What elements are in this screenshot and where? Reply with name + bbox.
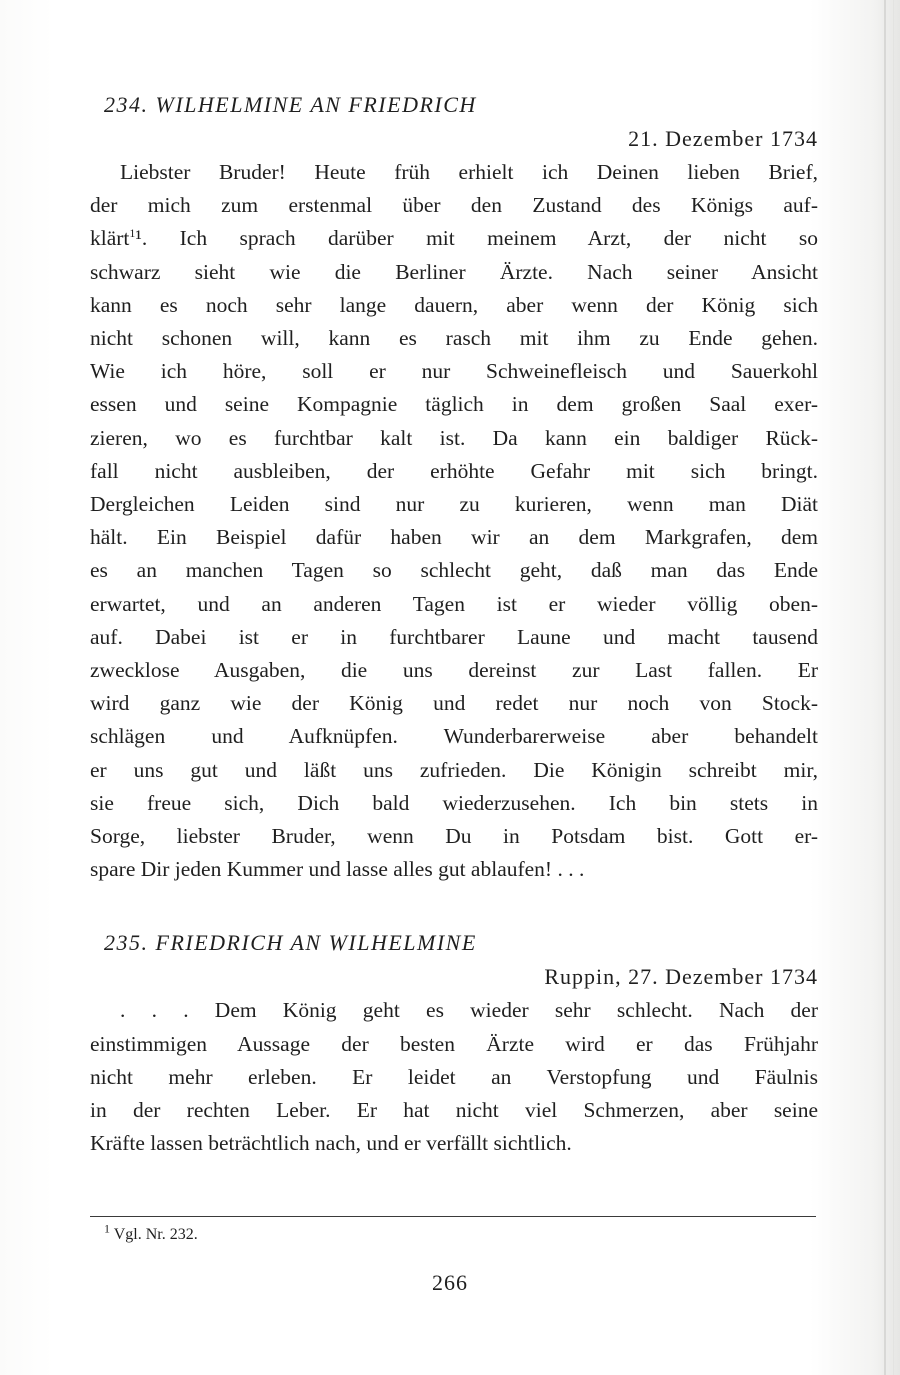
text-line: auf. Dabei ist er in furchtbarer Laune und macht tausend <box>90 624 818 649</box>
text-line: fall nicht ausbleiben, der erhöhte Gefahr mit sich bringt. <box>90 458 818 483</box>
footnote-reference: 1 <box>129 226 136 241</box>
text-fragment: klärt <box>90 226 130 251</box>
text-line: Dergleichen Leiden sind nur zu kurieren, wenn man Diät <box>90 492 818 517</box>
text-line: nicht schonen will, kann es rasch mit ihm zu Ende gehen. <box>90 326 818 351</box>
footnote-marker: 1 <box>104 1221 110 1236</box>
page-edge-shadow <box>884 0 886 1375</box>
footnote-divider <box>90 1216 816 1217</box>
letter-234-date: 21. Dezember 1734 <box>628 126 818 151</box>
text-line: kann es noch sehr lange dauern, aber wenn der König sich <box>90 292 818 317</box>
footnote-text: Vgl. Nr. 232. <box>113 1226 198 1243</box>
letter-234-body <box>90 156 818 886</box>
text-line: zieren, wo es furchtbar kalt ist. Da kann ein baldiger Rück- <box>90 425 818 450</box>
text-line: sie freue sich, Dich bald wiederzusehen. Ich bin stets in <box>90 790 818 815</box>
text-line: Sorge, liebster Bruder, wenn Du in Potsdam bist. Gott er- <box>90 824 818 849</box>
letter-234-heading: 234. WILHELMINE AN FRIEDRICH <box>104 92 477 117</box>
text-line: essen und seine Kompagnie täglich in dem großen Saal exer- <box>90 392 818 417</box>
text-line: es an manchen Tagen so schlecht geht, daß man das Ende <box>90 558 818 583</box>
text-line: erwartet, und an anderen Tagen ist er wieder völlig oben- <box>90 591 818 616</box>
page-edge-shadow-outer <box>893 0 894 1375</box>
text-line: wird ganz wie der König und redet nur noch von Stock- <box>90 691 818 716</box>
text-line: einstimmigen Aussage der besten Ärzte wird er das Frühjahr <box>90 1031 818 1056</box>
text-line: schwarz sieht wie die Berliner Ärzte. Nach seiner Ansicht <box>90 259 818 284</box>
text-line: der mich zum erstenmal über den Zustand des Königs auf- <box>90 193 818 218</box>
page-content <box>90 88 818 1160</box>
text-line <box>90 222 818 255</box>
text-line: spare Dir jeden Kummer und lasse alles gut ablaufen! . . . <box>90 857 585 882</box>
text-line: . . . Dem König geht es wieder sehr schlecht. Nach der <box>120 998 818 1023</box>
text-line: in der rechten Leber. Er hat nicht viel Schmerzen, aber seine <box>90 1098 818 1123</box>
section-gap <box>90 886 818 926</box>
text-line: hält. Ein Beispiel dafür haben wir an dem Markgrafen, dem <box>90 525 818 550</box>
text-line: Liebster Bruder! Heute früh erhielt ich Deinen lieben Brief, <box>120 160 818 184</box>
text-line: er uns gut und läßt uns zufrieden. Die Königin schreibt mir, <box>90 757 818 782</box>
text-fragment: ¹. Ich sprach darüber mit meinem Arzt, der nicht so <box>135 226 818 251</box>
letter-235-date: Ruppin, 27. Dezember 1734 <box>544 964 818 990</box>
text-line: Kräfte lassen beträchtlich nach, und er verfällt sichtlich. <box>90 1131 572 1156</box>
letter-235-heading: 235. FRIEDRICH AN WILHELMINE <box>104 930 477 956</box>
letter-235-body <box>90 994 818 1160</box>
text-line: schlägen und Aufknüpfen. Wunderbarerweise aber behandelt <box>90 724 818 749</box>
text-line: zwecklose Ausgaben, die uns dereinst zur Last fallen. Er <box>90 658 818 683</box>
text-line: Wie ich höre, soll er nur Schweinefleisch und Sauerkohl <box>90 359 818 384</box>
page-number: 266 <box>432 1270 468 1295</box>
text-line: nicht mehr erleben. Er leidet an Verstopfung und Fäulnis <box>90 1064 818 1089</box>
footnote <box>104 1221 198 1246</box>
